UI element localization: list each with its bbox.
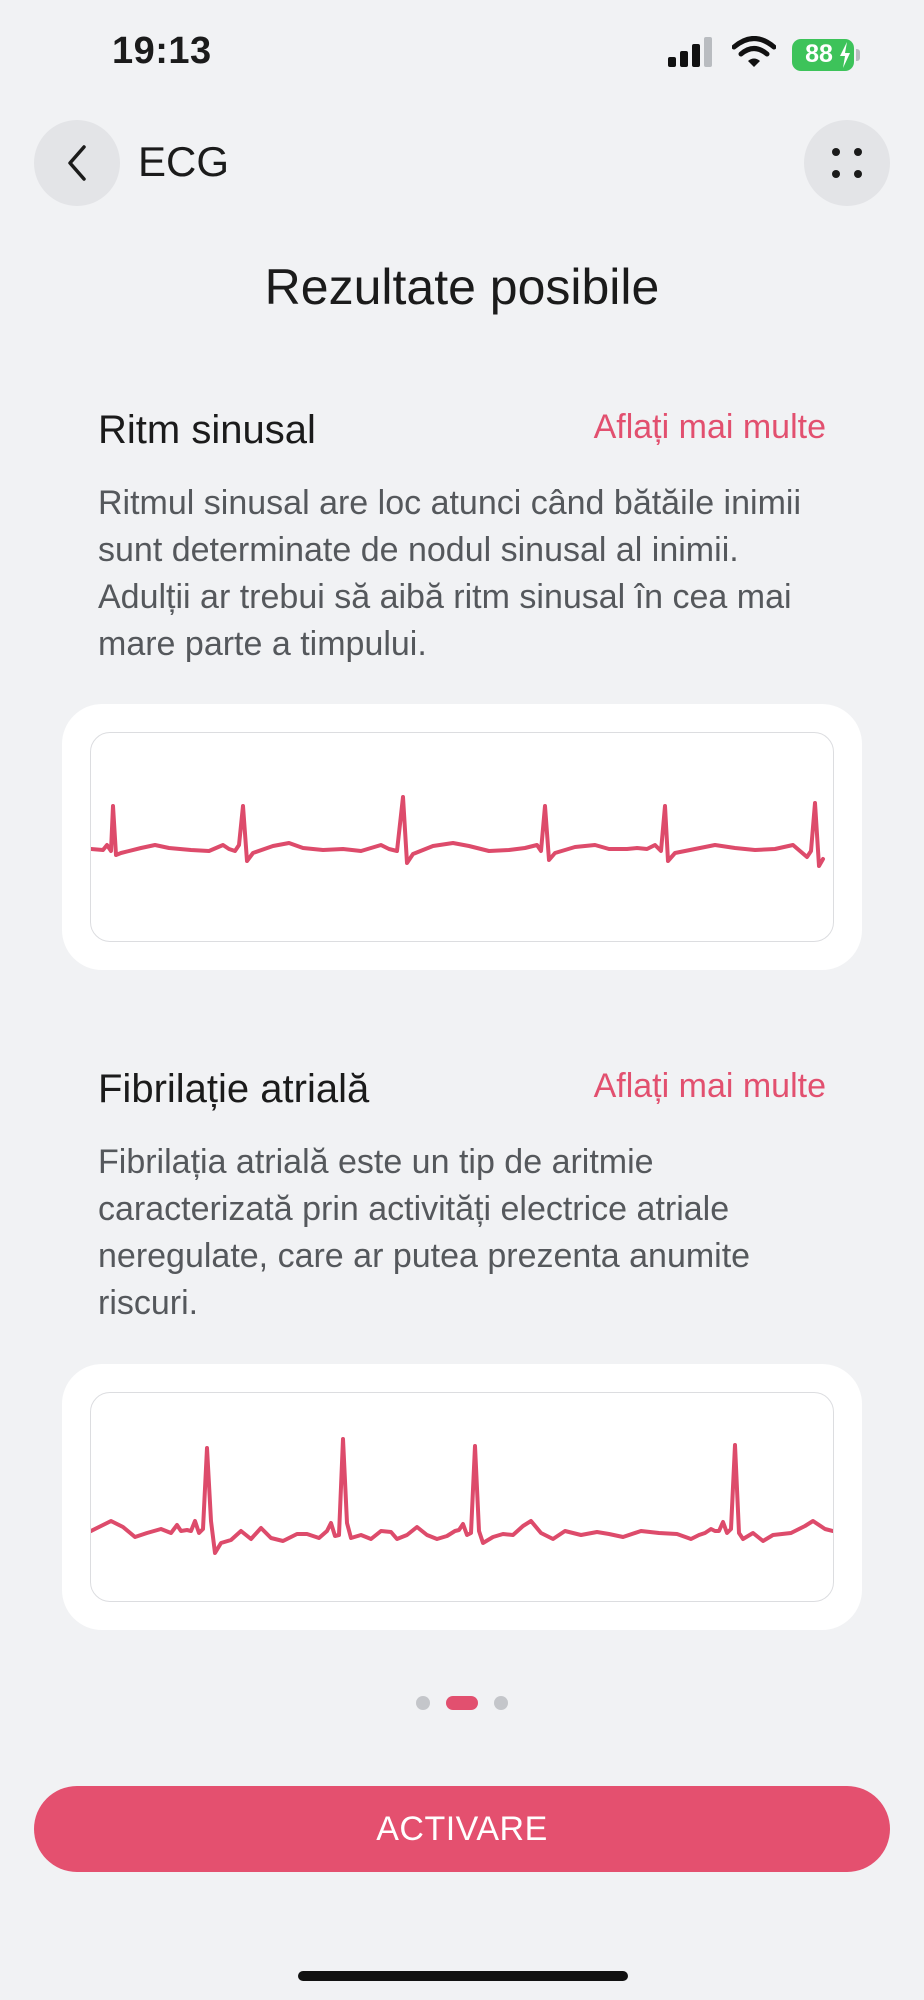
section-description: Ritmul sinusal are loc atunci când bătăile inimii sunt determinate de nodul sinusal al inimii. Adulții ar trebui să aibă ritm sinusal în cea mai mare parte a timpului. <box>98 484 801 663</box>
status-bar <box>0 0 924 110</box>
ecg-card <box>62 1364 862 1630</box>
more-button[interactable] <box>804 120 890 206</box>
four-dots-icon <box>827 143 867 183</box>
status-icons <box>668 36 854 73</box>
header-title: ECG <box>138 138 230 185</box>
learn-more-link[interactable]: Aflați mai multe <box>593 408 826 446</box>
ecg-waveform-sinus <box>91 733 834 942</box>
ecg-waveform-frame <box>90 1392 834 1602</box>
ecg-waveform-frame <box>90 732 834 942</box>
home-indicator[interactable] <box>298 1971 628 1981</box>
page-dot-active[interactable] <box>446 1696 478 1710</box>
learn-more-link[interactable]: Aflați mai multe <box>593 1067 826 1105</box>
ecg-waveform-afib <box>91 1393 834 1602</box>
ecg-card <box>62 704 862 970</box>
battery-level: 88 <box>805 40 833 68</box>
page-title: Rezultate posibile <box>264 259 660 315</box>
section-heading: Fibrilație atrială <box>98 1067 370 1111</box>
back-button[interactable] <box>34 120 120 206</box>
activate-button[interactable]: ACTIVARE <box>34 1786 890 1872</box>
battery-charging-icon <box>792 39 854 71</box>
status-time: 19:13 <box>112 30 212 72</box>
signal-icon <box>668 37 716 72</box>
chevron-left-icon <box>62 143 92 183</box>
page-dot[interactable] <box>416 1696 430 1710</box>
page-indicator <box>0 1696 924 1710</box>
page-dot[interactable] <box>494 1696 508 1710</box>
section-description: Fibrilația atrială este un tip de aritmie caracterizată prin activități electrice atriale neregulate, care ar putea prezenta anumite riscuri. <box>98 1143 751 1322</box>
section-heading: Ritm sinusal <box>98 408 316 452</box>
wifi-icon <box>732 36 776 73</box>
